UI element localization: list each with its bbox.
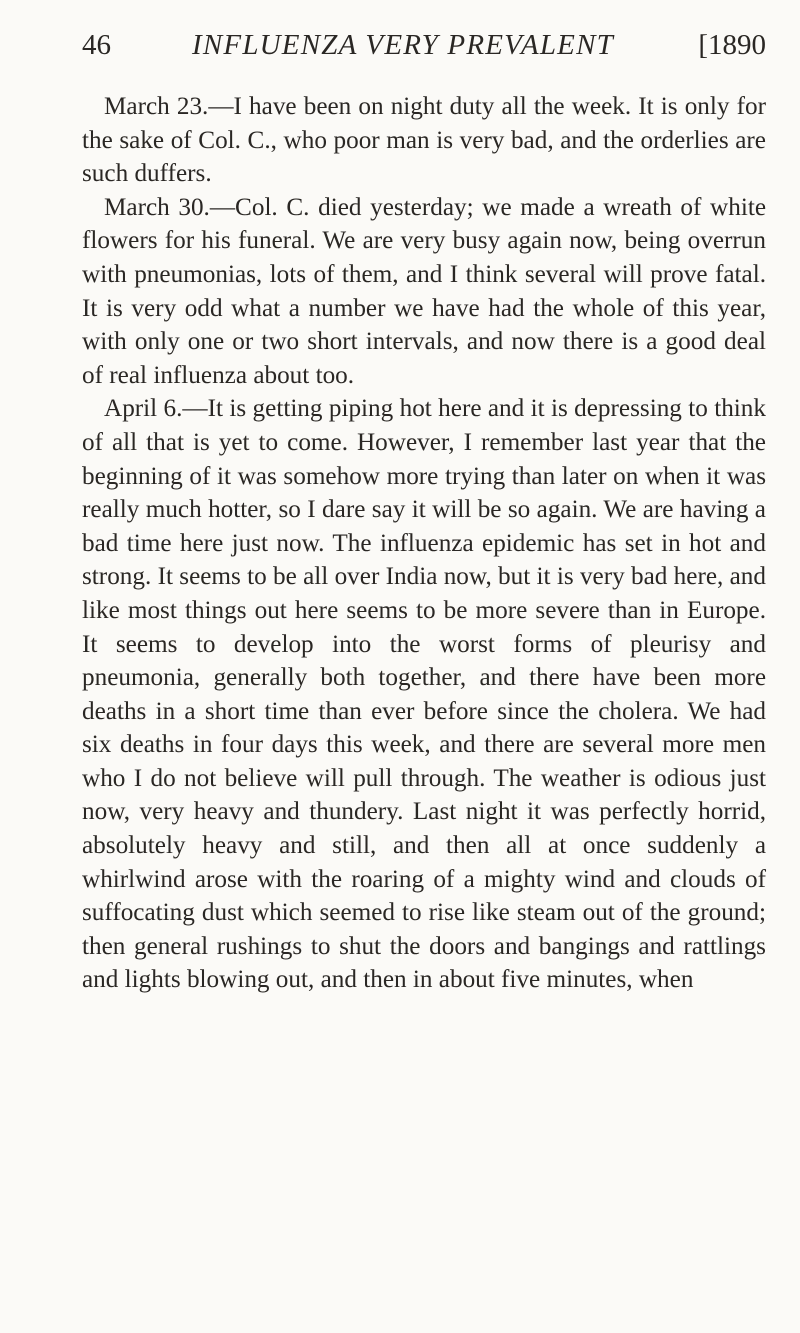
book-page <box>82 18 766 997</box>
running-title: INFLUENZA VERY PREVALENT <box>192 29 614 61</box>
header-year: [1890 <box>698 29 766 61</box>
page-header <box>82 18 766 72</box>
paragraph-april-6: April 6.—It is getting piping hot here and it is depressing to think of all that is yet to come. However, I remember last year that the beginning of it was somehow more trying than later on when it was really much hotter, so I dare say it will be so again. We are having a bad time here just now. The influenza epidemic has set in hot and strong. It seems to be all over India now, but it is very bad here, and like most things out here seems to be more severe than in Europe. It seems to develop into the worst forms of pleurisy and pneumonia, generally both together, and there have been more deaths in a short time than ever before since the cholera. We had six deaths in four days this week, and there are several more men who I do not believe will pull through. The weather is odious just now, very heavy and thundery. Last night it was perfectly horrid, absolutely heavy and still, and then all at once suddenly a whirlwind arose with the roaring of a mighty wind and clouds of suffocating dust which seemed to rise like steam out of the ground; then general rushings to shut the doors and bangings and rattlings and lights blowing out, and then in about five minutes, when <box>82 395 766 994</box>
page-number: 46 <box>82 29 111 61</box>
paragraph-march-30: March 30.—Col. C. died yesterday; we made a wreath of white flowers for his funeral. We are very busy again now, being overrun with pneumonias, lots of them, and I think several will prove fatal. It is very odd what a number we have had the whole of this year, with only one or two short intervals, and now there is a good deal of real influenza about too. <box>82 193 766 389</box>
body-text <box>82 90 766 997</box>
paragraph-march-23: March 23.—I have been on night duty all the week. It is only for the sake of Col. C., who poor man is very bad, and the orderlies are such duffers. <box>82 93 766 188</box>
